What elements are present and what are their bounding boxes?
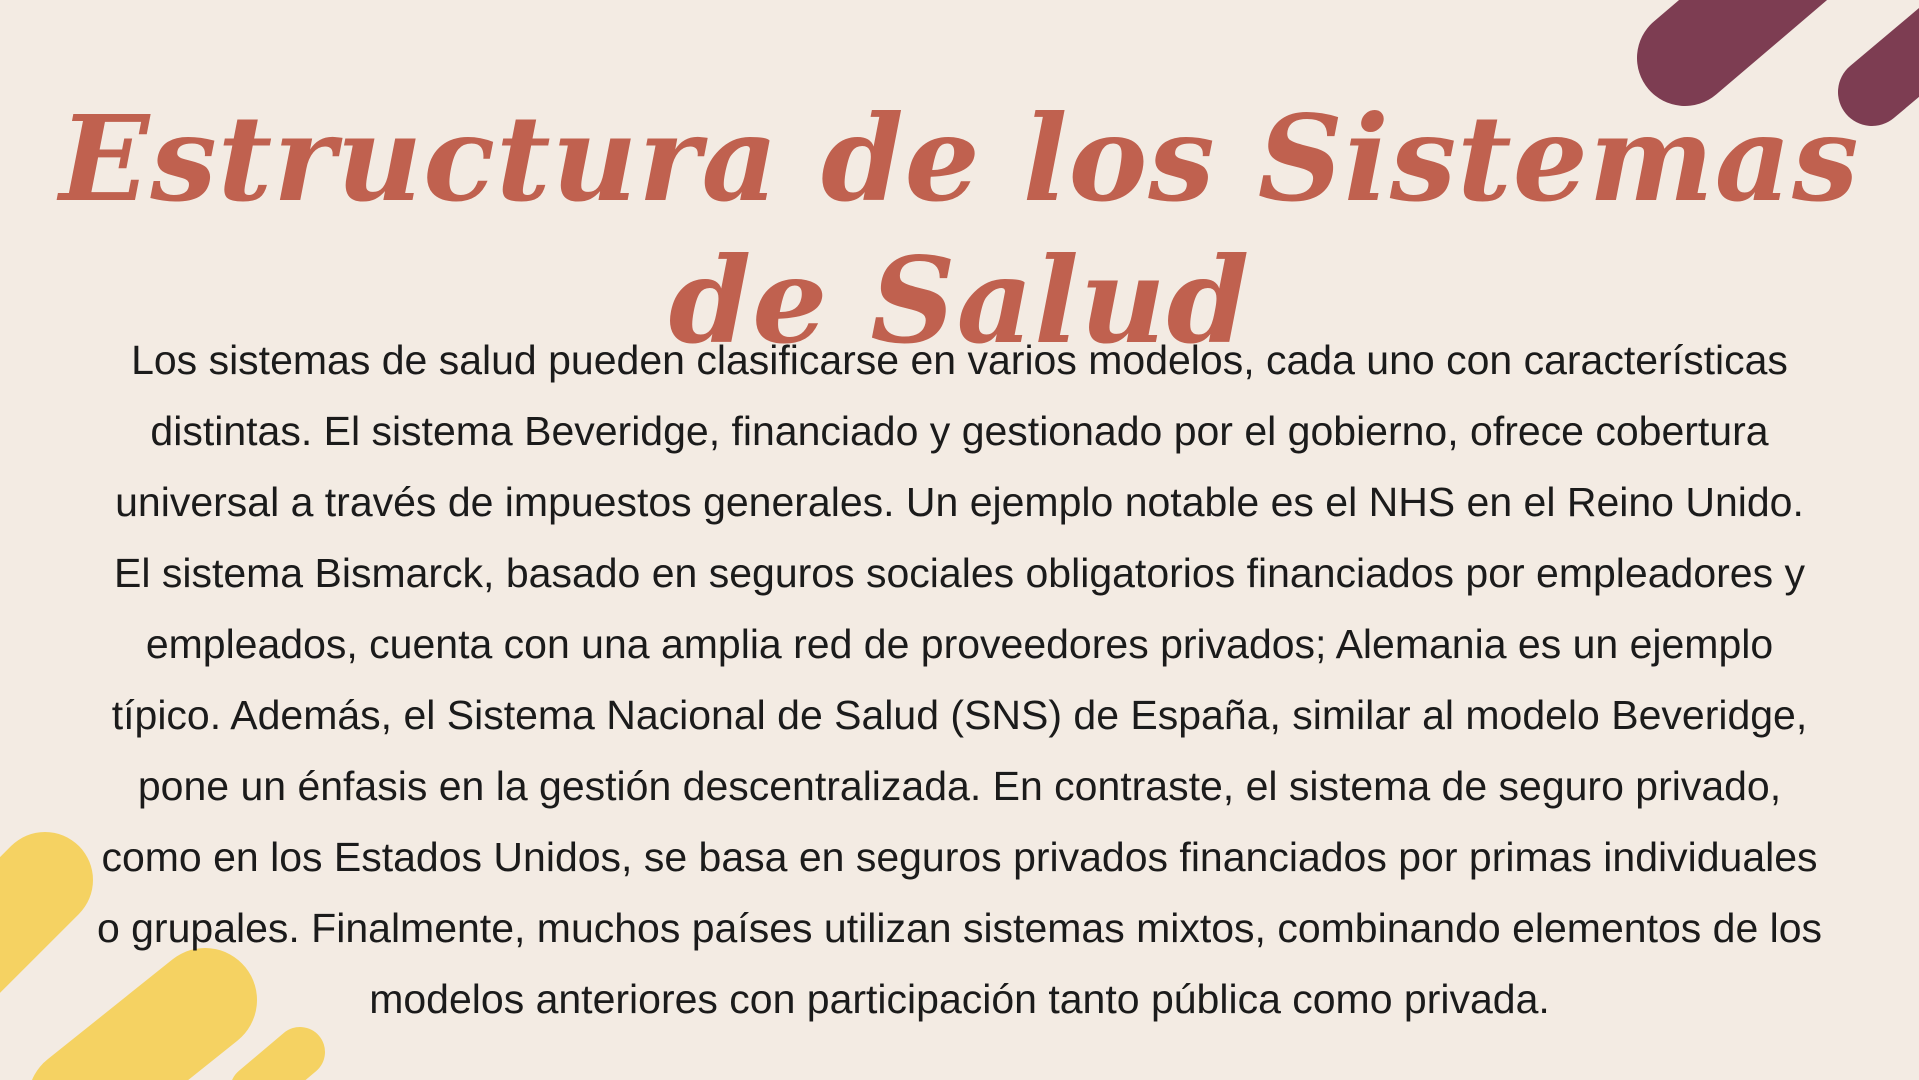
yellow-stroke-small: [255, 1052, 300, 1080]
body-paragraph: Los sistemas de salud pueden clasificarse en varios modelos, cada uno con características distintas. El sistema Beveridge, financiado y gestionado por el gobierno, ofrece cobertura universal a través de impuestos generales. Un ejemplo notable es el NHS en el Reino Unido. El sistema Bismarck, basado en seguros sociales obligatorios financiados por empleadores y empleados, cuenta con una amplia red de proveedores privados; Alemania es un ejemplo típico. Además, el Sistema Nacional de Salud (SNS) de España, similar al modelo Beveridge, pone un énfasis en la gestión descentralizada. En contraste, el sistema de seguro privado, como en los Estados Unidos, se basa en seguros privados financiados por primas individuales o grupales. Finalmente, muchos países utilizan sistemas mixtos, combinando elementos de los modelos anteriores con participación tanto pública como privada.: [96, 337, 1823, 1022]
plum-stroke-small: [1872, 18, 1919, 92]
slide-title: Estructura de los Sistemas de Salud: [59, 89, 1860, 370]
plum-stroke-shapes: [1685, 0, 1919, 92]
yellow-stroke-upper: [0, 880, 45, 985]
plum-stroke-large: [1685, 0, 1800, 58]
